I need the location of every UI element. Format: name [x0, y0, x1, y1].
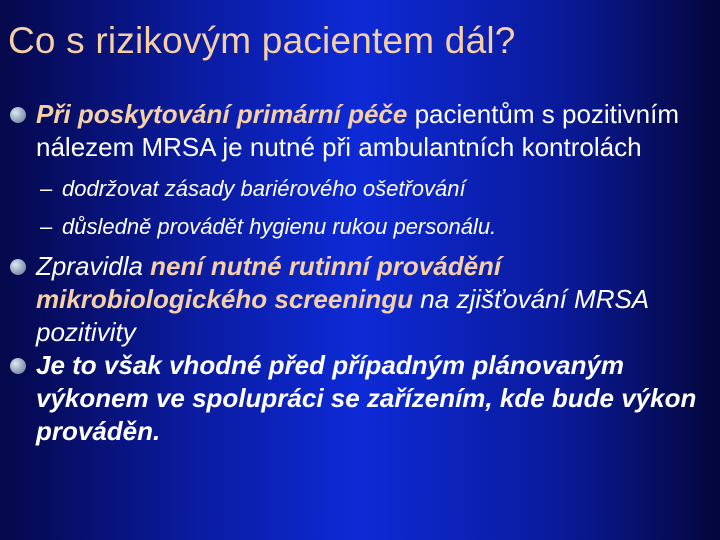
bullet-2	[10, 250, 710, 349]
bullet-1-emphasis: Při poskytování primární péče	[36, 99, 408, 129]
bullet-2-lead: Zpravidla	[36, 251, 151, 281]
slide-title: Co s rizikovým pacientem dál?	[8, 20, 516, 61]
sub-bullet-2-text: důsledně provádět hygienu rukou personálu.	[62, 214, 497, 239]
bullet-3-text: Je to však vhodné před případným plánovaným výkonem ve spolupráci se zařízením, kde bude výkon prováděn.	[36, 350, 697, 446]
slide-content	[10, 98, 710, 448]
sub-bullet-1	[10, 170, 710, 208]
bullet-3	[10, 349, 710, 448]
bullet-dot-icon	[10, 259, 26, 275]
sub-bullet-1-text: dodržovat zásady bariérového ošetřování	[62, 176, 466, 201]
dash-icon: –	[40, 214, 53, 239]
dash-icon: –	[40, 176, 53, 201]
sub-bullet-2	[10, 208, 710, 246]
bullet-2-text: na zjišťování MRSA pozitivity	[36, 284, 649, 347]
bullet-2-emphasis: není nutné rutinní provádění mikrobiologického screeningu	[36, 251, 502, 314]
bullet-dot-icon	[10, 107, 26, 123]
bullet-1-text: pacientům s pozitivním nálezem MRSA je nutné při ambulantních kontrolách	[36, 99, 680, 162]
bullet-1	[10, 98, 710, 164]
bullet-dot-icon	[10, 358, 26, 374]
